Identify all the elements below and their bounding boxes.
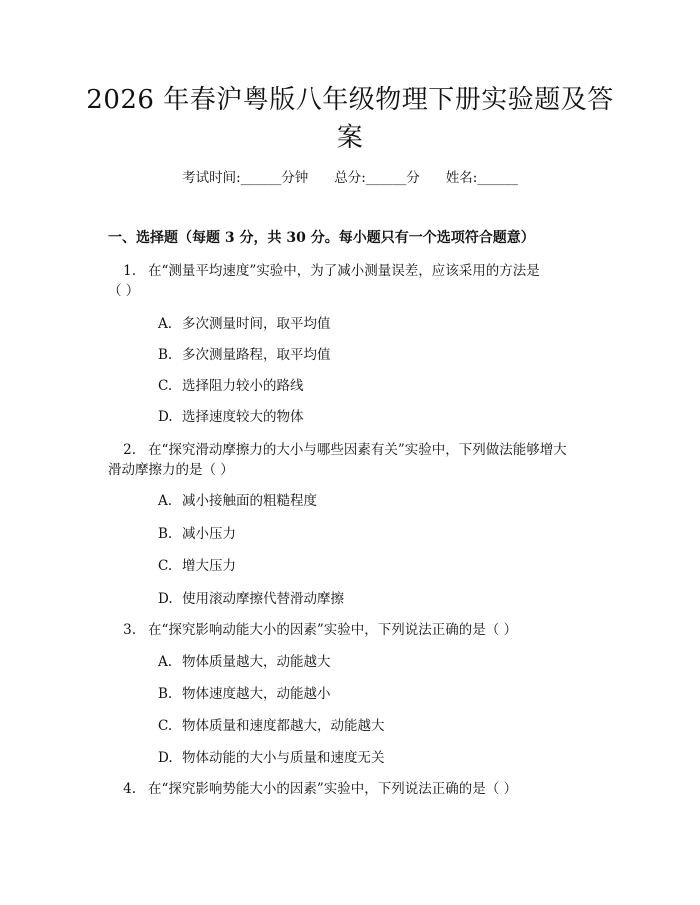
question-4 xyxy=(108,779,517,799)
question-1-option-a xyxy=(158,314,331,334)
question-2 xyxy=(108,440,567,460)
total-score-label: 总分:______分 xyxy=(334,170,420,186)
section-number: 一、 xyxy=(108,230,136,246)
question-text: 在“测量平均速度”实验中，为了减小测量误差，应该采用的方法是 xyxy=(148,263,540,279)
question-3-option-b xyxy=(158,684,331,704)
exam-meta xyxy=(0,168,700,188)
option-text: 选择阻力较小的路线 xyxy=(182,378,304,394)
option-text: 使用滚动摩擦代替滑动摩擦 xyxy=(182,591,344,607)
option-text: 减小压力 xyxy=(182,526,236,542)
option-letter: B. xyxy=(158,347,173,363)
question-2-option-a xyxy=(158,491,317,511)
question-1-option-d xyxy=(158,407,304,427)
question-number: 2. xyxy=(123,442,136,458)
question-text: 在“探究滑动摩擦力的大小与哪些因素有关”实验中，下列做法能够增大 xyxy=(148,442,567,458)
question-1-option-b xyxy=(158,345,331,365)
question-1-continuation: （ ） xyxy=(108,283,140,299)
option-text: 多次测量时间，取平均值 xyxy=(182,316,331,332)
exam-time-label: 考试时间:______分钟 xyxy=(182,170,309,186)
question-number: 4. xyxy=(123,781,136,797)
question-2-continuation: 滑动摩擦力的是（ ） xyxy=(108,462,234,478)
option-letter: C. xyxy=(158,378,173,394)
question-2-option-c xyxy=(158,556,236,576)
question-number: 1. xyxy=(123,263,136,279)
option-letter: D. xyxy=(158,750,173,766)
section-heading xyxy=(108,227,535,249)
question-2-option-d xyxy=(158,589,344,609)
option-text: 物体质量越大，动能越大 xyxy=(182,654,331,670)
option-text: 增大压力 xyxy=(182,558,236,574)
question-3-option-d xyxy=(158,748,385,768)
student-name-label: 姓名:______ xyxy=(445,170,518,186)
option-text: 物体动能的大小与质量和速度无关 xyxy=(182,750,385,766)
page-title-line1: 2026 年春沪粤版八年级物理下册实验题及答 xyxy=(86,85,614,115)
question-text: 在“探究影响势能大小的因素”实验中，下列说法正确的是（ ） xyxy=(148,781,518,797)
option-letter: C. xyxy=(158,718,173,734)
option-letter: D. xyxy=(158,591,173,607)
option-letter: D. xyxy=(158,409,173,425)
option-letter: B. xyxy=(158,686,173,702)
question-1-option-c xyxy=(158,376,304,396)
option-letter: A. xyxy=(158,316,173,332)
question-number: 3. xyxy=(123,622,136,638)
question-text: 在“探究影响动能大小的因素”实验中，下列说法正确的是（ ） xyxy=(148,622,518,638)
option-text: 物体质量和速度都越大，动能越大 xyxy=(182,718,385,734)
question-1 xyxy=(108,261,540,281)
option-text: 选择速度较大的物体 xyxy=(182,409,304,425)
section-title: 选择题（每题 3 分，共 30 分。每小题只有一个选项符合题意） xyxy=(136,230,535,246)
option-letter: B. xyxy=(158,526,173,542)
option-letter: A. xyxy=(158,654,173,670)
option-text: 物体速度越大，动能越小 xyxy=(182,686,331,702)
question-3 xyxy=(108,620,517,640)
option-text: 多次测量路程，取平均值 xyxy=(182,347,331,363)
page-title-line2: 案 xyxy=(336,123,364,153)
question-2-option-b xyxy=(158,524,236,544)
option-letter: A. xyxy=(158,493,173,509)
question-3-option-c xyxy=(158,716,385,736)
question-3-option-a xyxy=(158,652,331,672)
option-letter: C. xyxy=(158,558,173,574)
option-text: 减小接触面的粗糙程度 xyxy=(182,493,317,509)
